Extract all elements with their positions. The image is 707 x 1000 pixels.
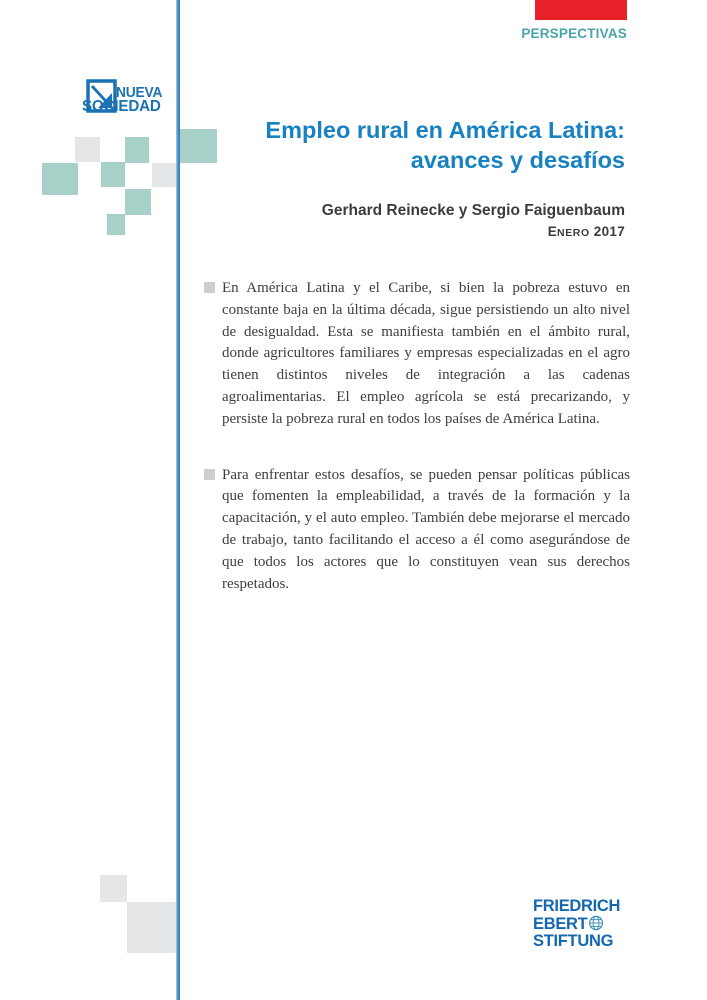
- date-smallcaps: NERO: [557, 227, 590, 239]
- fes-line3: STIFTUNG: [533, 931, 614, 950]
- friedrich-ebert-stiftung-logo: [533, 897, 620, 950]
- mosaic-square: [100, 875, 127, 902]
- fes-line1: FRIEDRICH: [533, 896, 621, 915]
- summary-paragraph-text: Para enfrentar estos desafíos, se pueden pensar políticas públicas que fomenten la empleabilidad, a través de la formación y la capacitación, y el auto empleo. También debe mejorarse el mercado de trabajo, tanto facilitando el acceso a él como asegurándose de que todos los actores que lo constituyen vean sus derechos respetados.: [222, 466, 630, 592]
- globe-icon: [588, 915, 604, 931]
- mosaic-square: [107, 214, 125, 235]
- mosaic-square: [152, 163, 177, 187]
- authors-line: Gerhard Reinecke y Sergio Faiguenbaum: [321, 202, 625, 219]
- publication-date: [548, 224, 625, 239]
- masthead-title: PERSPECTIVAS: [521, 26, 627, 41]
- date-year: 2017: [593, 224, 625, 239]
- page-title: [265, 115, 625, 175]
- mosaic-square: [127, 902, 176, 953]
- fes-line2: [533, 915, 620, 933]
- mosaic-square: [75, 137, 100, 162]
- page-title-line1: Empleo rural en América Latina:: [265, 117, 625, 143]
- summary-paragraph: [204, 278, 630, 431]
- mosaic-square: [101, 162, 125, 187]
- publisher-name-line2: SOCIEDAD: [82, 98, 161, 115]
- fes-line2-text: EBERT: [533, 913, 588, 933]
- masthead-red-bar: [535, 0, 627, 20]
- mosaic-square: [42, 163, 78, 195]
- bullet-square-icon: [204, 469, 215, 480]
- page-title-line2: avances y desafíos: [410, 147, 625, 173]
- mosaic-square: [180, 129, 217, 163]
- mosaic-square: [125, 189, 151, 215]
- summary-block: [204, 278, 630, 595]
- mosaic-square: [125, 137, 149, 163]
- summary-paragraph: [204, 465, 630, 596]
- bullet-square-icon: [204, 282, 215, 293]
- summary-paragraph-text: En América Latina y el Caribe, si bien la pobreza estuvo en constante baja en la última década, sigue persistiendo un alto nivel de desigualdad. Esta se manifiesta también en el ámbito rural, donde agricultores familiares y empresas especializadas en el agro tienen distintos niveles de integración a las cadenas agroalimentarias. El empleo agrícola se está precarizando, y persiste la pobreza rural en todos los países de América Latina.: [222, 280, 630, 427]
- publisher-name-line1: NUEVA: [116, 85, 163, 101]
- vertical-rule: [176, 0, 180, 1000]
- date-initial: E: [547, 224, 558, 239]
